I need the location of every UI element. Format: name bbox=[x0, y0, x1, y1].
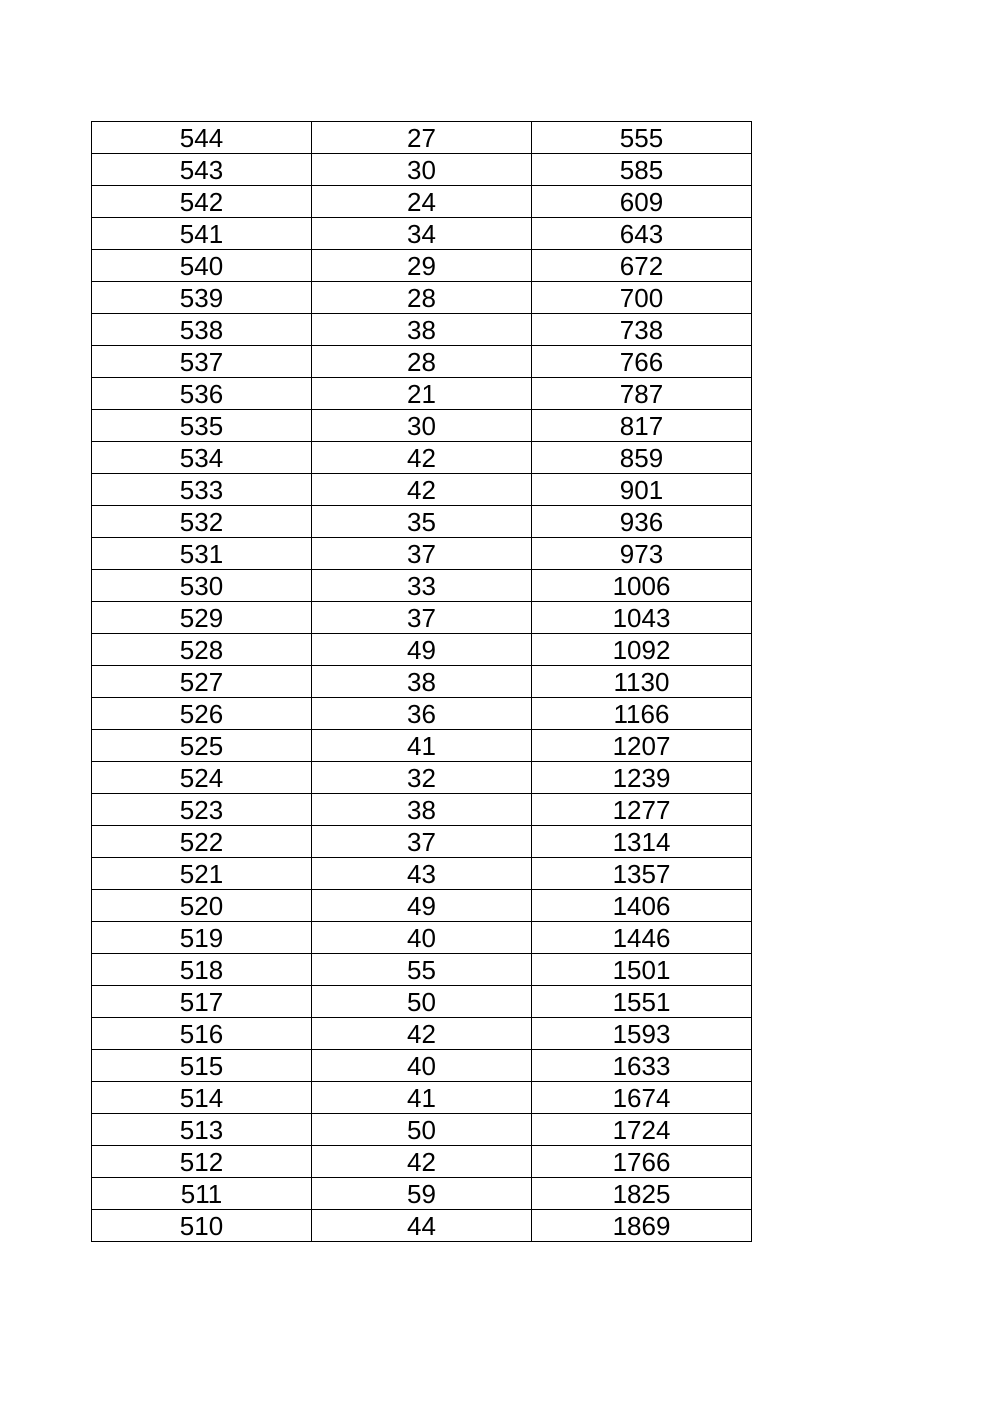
score-cell: 527 bbox=[92, 666, 312, 698]
table-row bbox=[92, 506, 752, 538]
count-cell: 41 bbox=[312, 1082, 532, 1114]
score-cell: 521 bbox=[92, 858, 312, 890]
cumulative-cell: 1092 bbox=[532, 634, 752, 666]
count-cell: 42 bbox=[312, 1018, 532, 1050]
document-page bbox=[91, 121, 752, 1242]
score-cell: 529 bbox=[92, 602, 312, 634]
score-cell: 534 bbox=[92, 442, 312, 474]
table-row bbox=[92, 954, 752, 986]
table-row bbox=[92, 1114, 752, 1146]
cumulative-cell: 1633 bbox=[532, 1050, 752, 1082]
count-cell: 38 bbox=[312, 314, 532, 346]
score-cell: 517 bbox=[92, 986, 312, 1018]
cumulative-cell: 901 bbox=[532, 474, 752, 506]
table-row bbox=[92, 826, 752, 858]
count-cell: 40 bbox=[312, 1050, 532, 1082]
cumulative-cell: 936 bbox=[532, 506, 752, 538]
count-cell: 41 bbox=[312, 730, 532, 762]
cumulative-cell: 1593 bbox=[532, 1018, 752, 1050]
cumulative-cell: 585 bbox=[532, 154, 752, 186]
count-cell: 34 bbox=[312, 218, 532, 250]
table-row bbox=[92, 378, 752, 410]
table-row bbox=[92, 1018, 752, 1050]
table-row bbox=[92, 410, 752, 442]
cumulative-cell: 1043 bbox=[532, 602, 752, 634]
table-row bbox=[92, 922, 752, 954]
score-cell: 535 bbox=[92, 410, 312, 442]
cumulative-cell: 609 bbox=[532, 186, 752, 218]
cumulative-cell: 1006 bbox=[532, 570, 752, 602]
score-cell: 531 bbox=[92, 538, 312, 570]
score-cell: 514 bbox=[92, 1082, 312, 1114]
count-cell: 50 bbox=[312, 1114, 532, 1146]
score-cell: 533 bbox=[92, 474, 312, 506]
count-cell: 55 bbox=[312, 954, 532, 986]
score-cell: 543 bbox=[92, 154, 312, 186]
cumulative-cell: 1207 bbox=[532, 730, 752, 762]
count-cell: 36 bbox=[312, 698, 532, 730]
cumulative-cell: 973 bbox=[532, 538, 752, 570]
count-cell: 49 bbox=[312, 890, 532, 922]
table-row bbox=[92, 474, 752, 506]
cumulative-cell: 1724 bbox=[532, 1114, 752, 1146]
cumulative-cell: 1869 bbox=[532, 1210, 752, 1242]
cumulative-cell: 817 bbox=[532, 410, 752, 442]
score-cell: 516 bbox=[92, 1018, 312, 1050]
score-cell: 522 bbox=[92, 826, 312, 858]
score-cell: 537 bbox=[92, 346, 312, 378]
cumulative-cell: 1551 bbox=[532, 986, 752, 1018]
count-cell: 40 bbox=[312, 922, 532, 954]
table-row bbox=[92, 1178, 752, 1210]
score-cell: 525 bbox=[92, 730, 312, 762]
table-row bbox=[92, 346, 752, 378]
cumulative-cell: 1501 bbox=[532, 954, 752, 986]
count-cell: 38 bbox=[312, 666, 532, 698]
table-row bbox=[92, 250, 752, 282]
table-row bbox=[92, 154, 752, 186]
cumulative-cell: 672 bbox=[532, 250, 752, 282]
count-cell: 21 bbox=[312, 378, 532, 410]
score-cell: 511 bbox=[92, 1178, 312, 1210]
count-cell: 28 bbox=[312, 282, 532, 314]
table-row bbox=[92, 634, 752, 666]
score-cell: 540 bbox=[92, 250, 312, 282]
score-cell: 539 bbox=[92, 282, 312, 314]
table-row bbox=[92, 602, 752, 634]
table-row bbox=[92, 218, 752, 250]
table-row bbox=[92, 1210, 752, 1242]
cumulative-cell: 555 bbox=[532, 122, 752, 154]
table-row bbox=[92, 794, 752, 826]
table-row bbox=[92, 762, 752, 794]
score-cell: 530 bbox=[92, 570, 312, 602]
table-row bbox=[92, 890, 752, 922]
count-cell: 42 bbox=[312, 474, 532, 506]
count-cell: 27 bbox=[312, 122, 532, 154]
count-cell: 37 bbox=[312, 602, 532, 634]
table-row bbox=[92, 186, 752, 218]
count-cell: 50 bbox=[312, 986, 532, 1018]
count-cell: 38 bbox=[312, 794, 532, 826]
score-distribution-table bbox=[91, 121, 752, 1242]
table-row bbox=[92, 122, 752, 154]
cumulative-cell: 766 bbox=[532, 346, 752, 378]
count-cell: 42 bbox=[312, 1146, 532, 1178]
score-cell: 513 bbox=[92, 1114, 312, 1146]
count-cell: 33 bbox=[312, 570, 532, 602]
score-cell: 515 bbox=[92, 1050, 312, 1082]
cumulative-cell: 1130 bbox=[532, 666, 752, 698]
score-cell: 528 bbox=[92, 634, 312, 666]
cumulative-cell: 787 bbox=[532, 378, 752, 410]
table-row bbox=[92, 1082, 752, 1114]
score-cell: 526 bbox=[92, 698, 312, 730]
count-cell: 24 bbox=[312, 186, 532, 218]
cumulative-cell: 1406 bbox=[532, 890, 752, 922]
count-cell: 42 bbox=[312, 442, 532, 474]
cumulative-cell: 1357 bbox=[532, 858, 752, 890]
score-cell: 544 bbox=[92, 122, 312, 154]
table-row bbox=[92, 1050, 752, 1082]
table-row bbox=[92, 858, 752, 890]
count-cell: 59 bbox=[312, 1178, 532, 1210]
cumulative-cell: 1239 bbox=[532, 762, 752, 794]
score-cell: 532 bbox=[92, 506, 312, 538]
score-cell: 512 bbox=[92, 1146, 312, 1178]
score-cell: 518 bbox=[92, 954, 312, 986]
count-cell: 37 bbox=[312, 538, 532, 570]
table-row bbox=[92, 730, 752, 762]
count-cell: 28 bbox=[312, 346, 532, 378]
count-cell: 43 bbox=[312, 858, 532, 890]
cumulative-cell: 1314 bbox=[532, 826, 752, 858]
count-cell: 44 bbox=[312, 1210, 532, 1242]
table-row bbox=[92, 538, 752, 570]
count-cell: 35 bbox=[312, 506, 532, 538]
score-cell: 524 bbox=[92, 762, 312, 794]
table-row bbox=[92, 986, 752, 1018]
count-cell: 49 bbox=[312, 634, 532, 666]
cumulative-cell: 1825 bbox=[532, 1178, 752, 1210]
table-row bbox=[92, 314, 752, 346]
cumulative-cell: 1766 bbox=[532, 1146, 752, 1178]
table-row bbox=[92, 442, 752, 474]
score-cell: 519 bbox=[92, 922, 312, 954]
score-cell: 542 bbox=[92, 186, 312, 218]
table-row bbox=[92, 282, 752, 314]
score-cell: 520 bbox=[92, 890, 312, 922]
score-cell: 536 bbox=[92, 378, 312, 410]
score-cell: 541 bbox=[92, 218, 312, 250]
count-cell: 37 bbox=[312, 826, 532, 858]
count-cell: 30 bbox=[312, 154, 532, 186]
score-cell: 538 bbox=[92, 314, 312, 346]
score-cell: 510 bbox=[92, 1210, 312, 1242]
count-cell: 29 bbox=[312, 250, 532, 282]
score-cell: 523 bbox=[92, 794, 312, 826]
table-row bbox=[92, 1146, 752, 1178]
cumulative-cell: 1446 bbox=[532, 922, 752, 954]
cumulative-cell: 1674 bbox=[532, 1082, 752, 1114]
table-row bbox=[92, 570, 752, 602]
cumulative-cell: 643 bbox=[532, 218, 752, 250]
cumulative-cell: 738 bbox=[532, 314, 752, 346]
count-cell: 32 bbox=[312, 762, 532, 794]
cumulative-cell: 1166 bbox=[532, 698, 752, 730]
cumulative-cell: 700 bbox=[532, 282, 752, 314]
table-body bbox=[92, 122, 752, 1242]
table-row bbox=[92, 698, 752, 730]
count-cell: 30 bbox=[312, 410, 532, 442]
cumulative-cell: 1277 bbox=[532, 794, 752, 826]
cumulative-cell: 859 bbox=[532, 442, 752, 474]
table-row bbox=[92, 666, 752, 698]
